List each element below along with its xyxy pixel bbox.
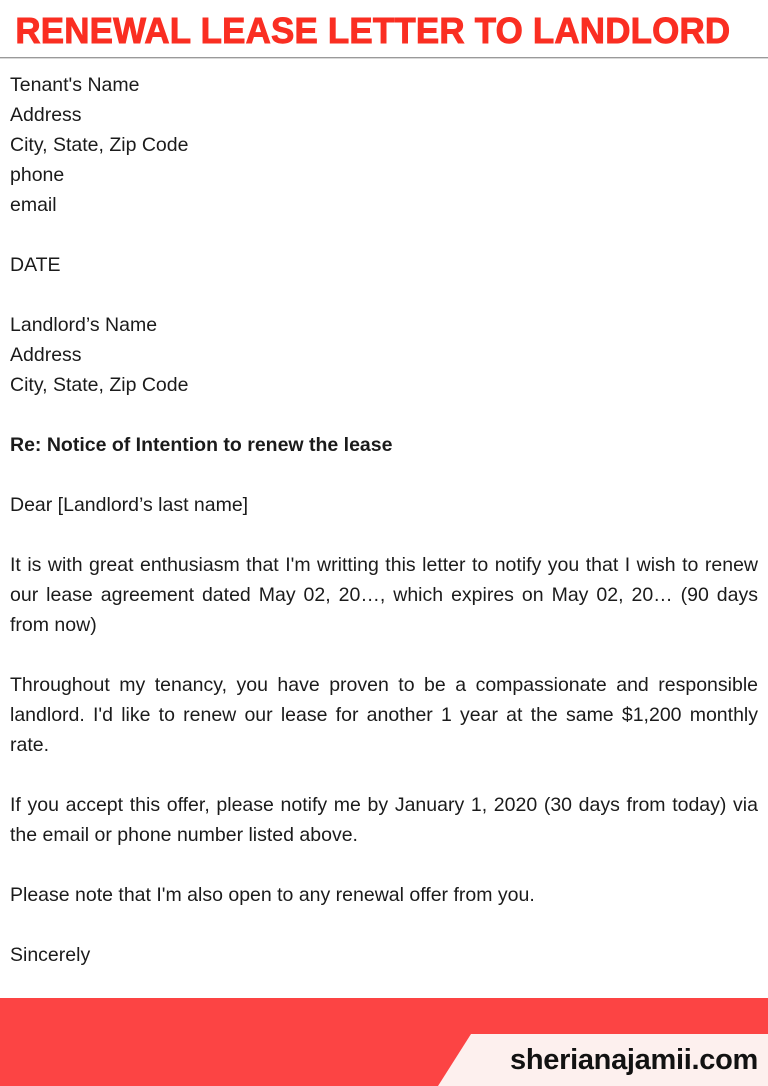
spacer: [10, 640, 758, 670]
recipient-address-block: [10, 310, 758, 400]
spacer: [10, 460, 758, 490]
body-paragraph-1: It is with great enthusiasm that I'm writting this letter to notify you that I wish to renew our lease agreement dated May 02, 20…, which expires on May 02, 20… (90 days from now): [10, 554, 758, 636]
header-divider: [0, 57, 768, 59]
letter-body: [10, 70, 758, 970]
page-title: RENEWAL LEASE LETTER TO LANDLORD: [15, 10, 731, 51]
sender-line: Address: [10, 104, 82, 126]
sender-line: email: [10, 194, 57, 216]
sender-line: Tenant's Name: [10, 74, 140, 96]
footer-band: [0, 998, 768, 1086]
closing-line: Sincerely: [10, 944, 91, 966]
sender-line: City, State, Zip Code: [10, 134, 189, 156]
spacer: [10, 400, 758, 430]
footer-brand-text: sherianajamii.com: [510, 1043, 758, 1076]
spacer: [10, 220, 758, 250]
salutation: Dear [Landlord’s last name]: [10, 494, 249, 516]
body-paragraph-2: Throughout my tenancy, you have proven to be a compassionate and responsible landlord. I'd like to renew our lease for another 1 year at the same $1,200 monthly rate.: [10, 674, 758, 756]
date-line: DATE: [10, 254, 61, 276]
body-paragraph-3: If you accept this offer, please notify me by January 1, 2020 (30 days from today) via the email or phone number listed above.: [10, 794, 758, 846]
recipient-line: City, State, Zip Code: [10, 374, 189, 396]
recipient-line: Landlord’s Name: [10, 314, 158, 336]
subject-line: Re: Notice of Intention to renew the lease: [10, 434, 393, 456]
spacer: [10, 850, 758, 880]
spacer: [10, 280, 758, 310]
spacer: [10, 520, 758, 550]
recipient-line: Address: [10, 344, 82, 366]
spacer: [10, 910, 758, 940]
spacer: [10, 760, 758, 790]
sender-address-block: [10, 70, 758, 220]
document-header: [0, 0, 768, 58]
sender-line: phone: [10, 164, 65, 186]
body-paragraph-4: Please note that I'm also open to any renewal offer from you.: [10, 884, 535, 906]
